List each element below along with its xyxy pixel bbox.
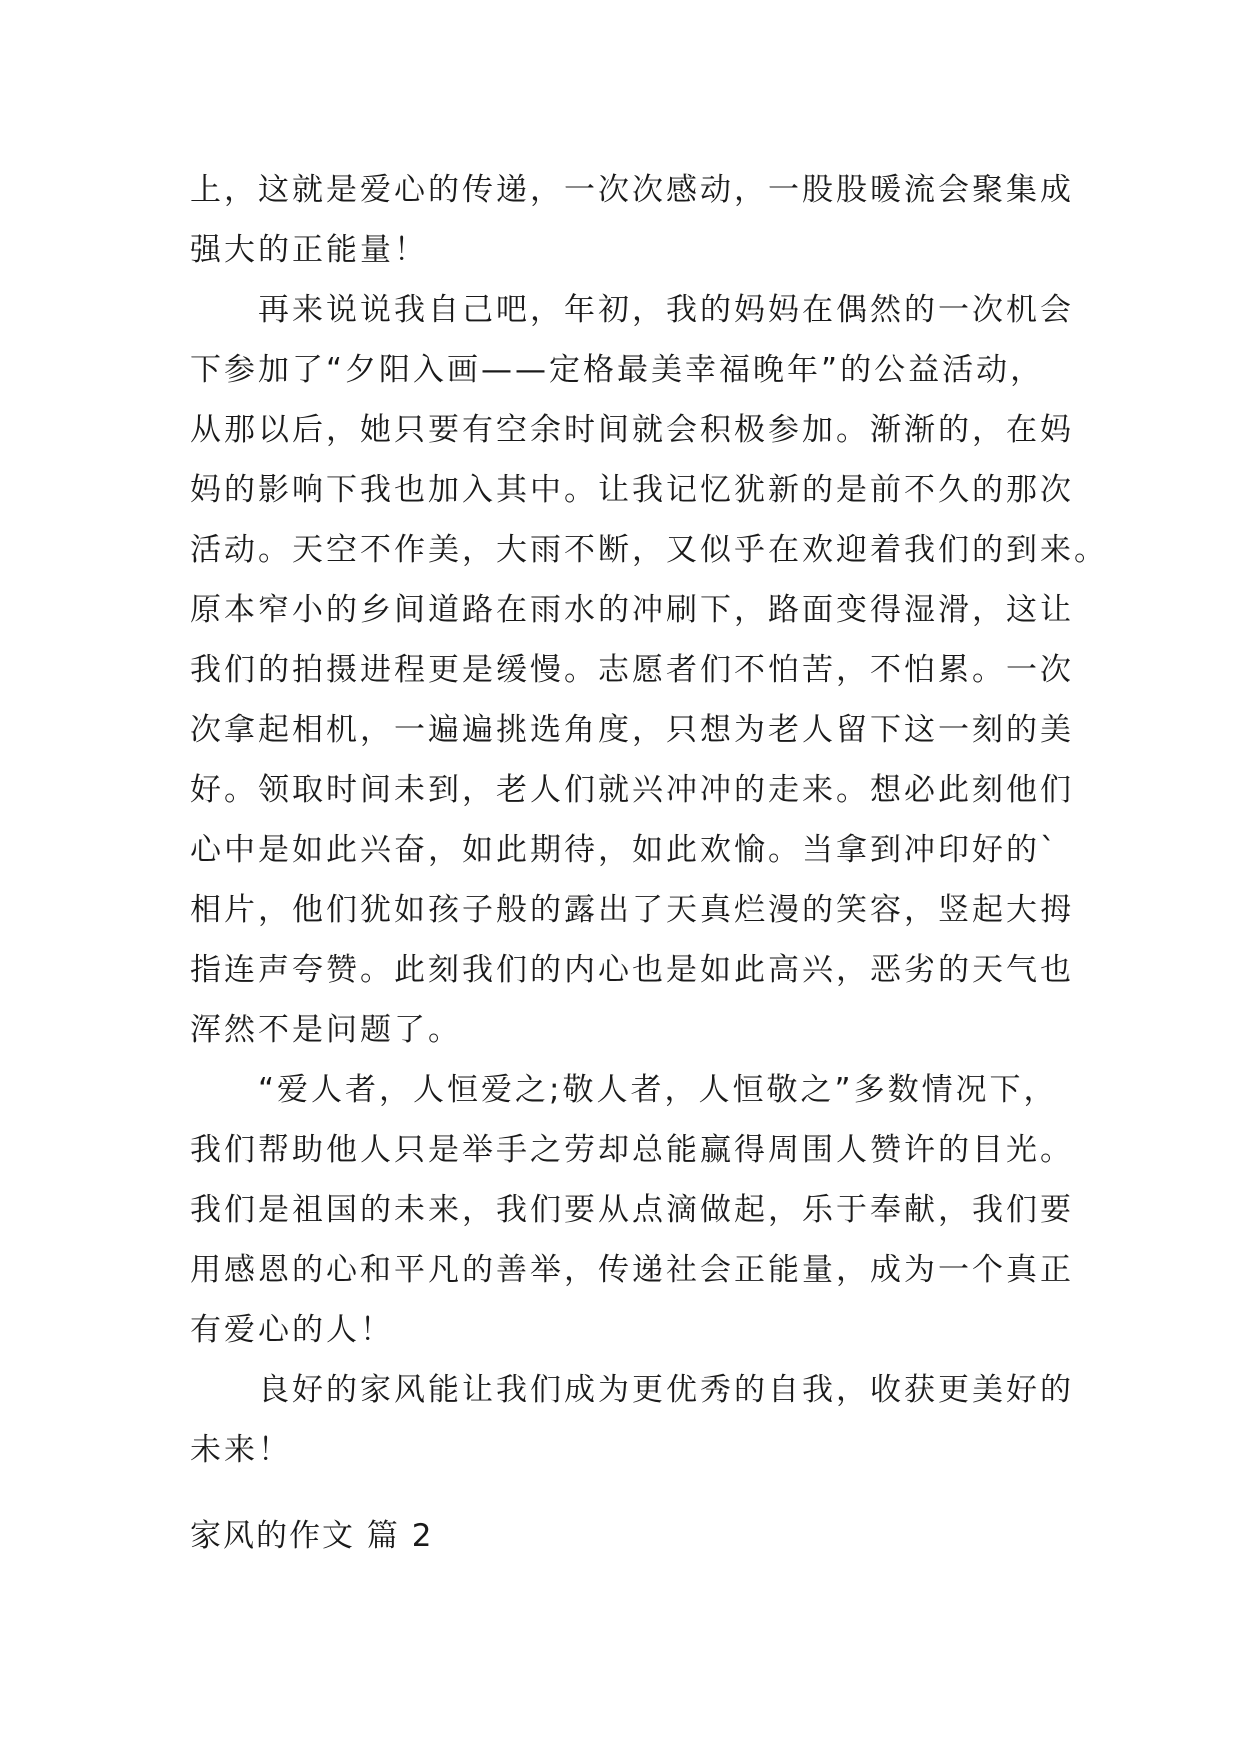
text-line: 用感恩的心和平凡的善举，传递社会正能量，成为一个真正: [190, 1252, 1074, 1288]
text-line: 我们的拍摄进程更是缓慢。志愿者们不怕苦，不怕累。一次: [190, 652, 1074, 688]
text-line: 未来！: [190, 1432, 292, 1468]
text-line: 妈的影响下我也加入其中。让我记忆犹新的是前不久的那次: [190, 472, 1074, 508]
text-line: 上，这就是爱心的传递，一次次感动，一股股暖流会聚集成: [190, 172, 1074, 208]
text-line: 再来说说我自己吧，年初，我的妈妈在偶然的一次机会: [258, 292, 1074, 328]
essay-body: [190, 160, 1108, 1480]
text-line: 活动。天空不作美，大雨不断，又似乎在欢迎着我们的到来。: [190, 532, 1108, 568]
text-line: 我们帮助他人只是举手之劳却总能赢得周围人赞许的目光。: [190, 1132, 1074, 1168]
text-line: 次拿起相机，一遍遍挑选角度，只想为老人留下这一刻的美: [190, 712, 1074, 748]
text-line: 下参加了“夕阳入画——定格最美幸福晚年”的公益活动，: [190, 352, 1045, 388]
text-line: 好。领取时间未到，老人们就兴冲冲的走来。想必此刻他们: [190, 772, 1074, 808]
text-line: 强大的正能量！: [190, 232, 428, 268]
text-line: 从那以后，她只要有空余时间就会积极参加。渐渐的，在妈: [190, 412, 1074, 448]
text-line: 原本窄小的乡间道路在雨水的冲刷下，路面变得湿滑，这让: [190, 592, 1074, 628]
text-line: 我们是祖国的未来，我们要从点滴做起，乐于奉献，我们要: [190, 1192, 1074, 1228]
text-line: 指连声夸赞。此刻我们的内心也是如此高兴，恶劣的天气也: [190, 952, 1074, 988]
text-line: 相片，他们犹如孩子般的露出了天真烂漫的笑容，竖起大拇: [190, 892, 1074, 928]
text-line: 浑然不是问题了。: [190, 1012, 462, 1048]
text-line: 有爱心的人！: [190, 1312, 394, 1348]
section-title: 家风的作文 篇 2: [190, 1518, 434, 1554]
text-line: 心中是如此兴奋，如此期待，如此欢愉。当拿到冲印好的`: [190, 832, 1059, 868]
text-line: 良好的家风能让我们成为更优秀的自我，收获更美好的: [258, 1372, 1074, 1408]
text-line: “爱人者，人恒爱之;敬人者，人恒敬之”多数情况下，: [258, 1072, 1058, 1108]
